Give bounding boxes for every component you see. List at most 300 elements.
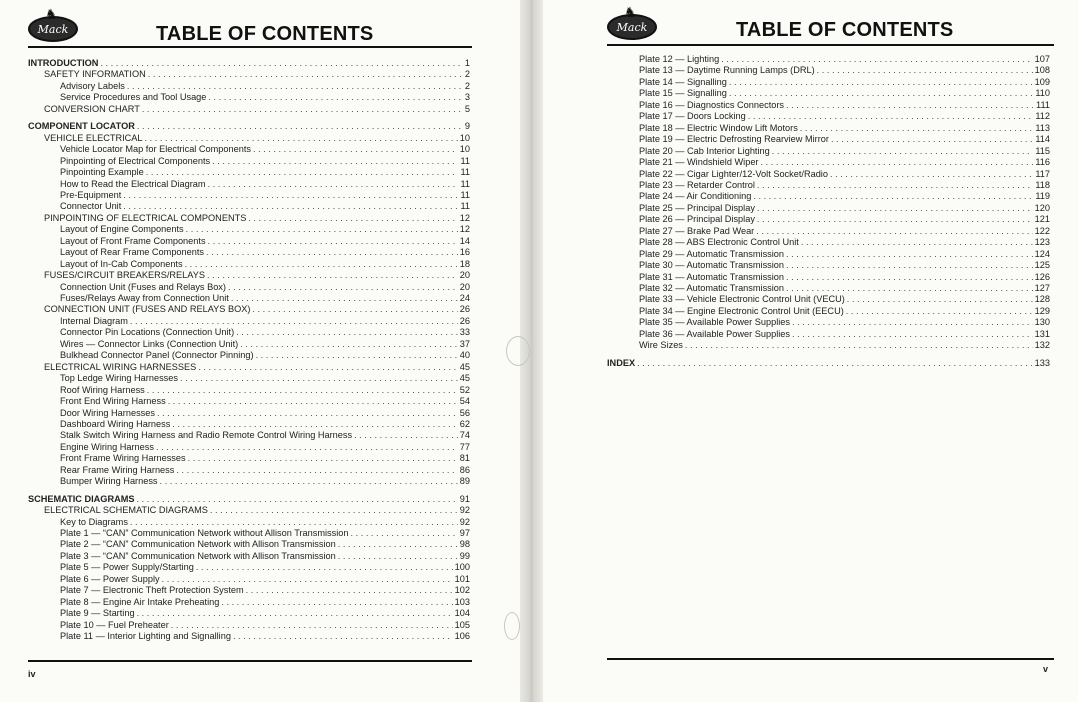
dot-leader xyxy=(208,236,458,247)
dot-leader xyxy=(786,260,1033,271)
toc-entry[interactable] xyxy=(60,465,470,476)
toc-entry-page: 92 xyxy=(459,505,470,516)
dot-leader xyxy=(351,528,458,539)
toc-entry-title: Key to Diagrams xyxy=(60,516,128,527)
toc-entry-page: 117 xyxy=(1035,168,1050,179)
toc-entry-page: 116 xyxy=(1035,157,1050,168)
toc-entry[interactable] xyxy=(639,317,1050,328)
toc-entry-page: 112 xyxy=(1035,111,1050,122)
toc-entry-title: Plate 33 — Vehicle Electronic Control Unit (VECU) xyxy=(639,294,845,305)
toc-entry-title: INTRODUCTION xyxy=(28,58,99,68)
dot-leader xyxy=(221,597,452,608)
dot-leader xyxy=(168,396,458,407)
toc-entry-title: Pinpointing Example xyxy=(60,167,144,178)
dot-leader xyxy=(147,385,458,396)
toc-entry-page: 115 xyxy=(1035,145,1050,156)
toc-entry-title: Plate 12 — Lighting xyxy=(639,54,720,64)
bulldog-icon: ♞ xyxy=(624,4,637,20)
dot-leader xyxy=(130,316,458,327)
toc-entry[interactable] xyxy=(60,190,470,201)
toc-entry-title: PINPOINTING OF ELECTRICAL COMPONENTS xyxy=(44,212,247,223)
toc-entry-page: 74 xyxy=(459,430,470,441)
toc-entry-page: 14 xyxy=(459,235,470,246)
toc-entry-title: Plate 5 — Power Supply/Starting xyxy=(60,562,194,573)
toc-entry-page: 81 xyxy=(459,453,470,464)
toc-entry-page: 77 xyxy=(459,441,470,452)
toc-entry-page: 10 xyxy=(459,132,470,143)
dot-leader xyxy=(757,203,1033,214)
toc-entry-title: Plate 11 — Interior Lighting and Signalling xyxy=(60,631,231,642)
toc-entry[interactable] xyxy=(639,134,1050,145)
toc-entry[interactable] xyxy=(44,505,470,516)
toc-entry[interactable] xyxy=(60,247,470,258)
bulldog-icon: ♞ xyxy=(45,6,58,22)
dot-leader xyxy=(228,282,458,293)
toc-entry-title: Plate 13 — Daytime Running Lamps (DRL) xyxy=(639,65,815,76)
toc-entry-title: Plate 19 — Electric Defrosting Rearview Mirror xyxy=(639,134,829,145)
toc-entry-page: 97 xyxy=(459,528,470,538)
dot-leader xyxy=(721,54,1032,65)
toc-entry[interactable] xyxy=(60,293,470,304)
toc-entry-page: 26 xyxy=(459,304,470,315)
dot-leader xyxy=(148,69,463,80)
toc-entry[interactable] xyxy=(44,69,470,80)
toc-entry[interactable] xyxy=(639,340,1050,351)
toc-entry-page: 20 xyxy=(459,270,470,281)
toc-entry-title: FUSES/CIRCUIT BREAKERS/RELAYS xyxy=(44,270,205,281)
dot-leader xyxy=(756,226,1032,237)
toc-entry[interactable] xyxy=(60,539,470,550)
toc-entry-title: SCHEMATIC DIAGRAMS xyxy=(28,493,135,504)
toc-entry-page: 104 xyxy=(454,608,470,619)
toc-entry-page: 119 xyxy=(1035,191,1050,202)
toc-entry[interactable] xyxy=(639,306,1050,317)
footer-rule xyxy=(607,658,1054,660)
toc-entry-page: 45 xyxy=(459,373,470,384)
toc-entry-page: 121 xyxy=(1034,214,1050,225)
toc-entry[interactable] xyxy=(639,123,1050,134)
toc-entry-title: CONNECTION UNIT (FUSES AND RELAYS BOX) xyxy=(44,304,251,315)
header-rule xyxy=(28,46,472,48)
toc-entry[interactable] xyxy=(44,270,470,281)
toc-entry-page: 11 xyxy=(460,167,470,178)
toc-entry-page: 91 xyxy=(459,493,470,504)
toc-entry[interactable] xyxy=(60,236,470,247)
dot-leader xyxy=(800,123,1034,134)
toc-entry-page: 101 xyxy=(454,573,470,584)
binder-hole xyxy=(506,336,530,366)
toc-entry-page: 128 xyxy=(1034,294,1050,305)
dot-leader xyxy=(145,133,458,144)
page-number: iv xyxy=(28,669,36,679)
toc-entry-title: Plate 6 — Power Supply xyxy=(60,573,160,584)
toc-entry-page: 100 xyxy=(454,562,470,573)
toc-entry-title: INDEX xyxy=(607,357,636,368)
toc-entry-title: Plate 7 — Electronic Theft Protection System xyxy=(60,585,244,596)
toc-entry-title: Bumper Wiring Harness xyxy=(60,476,158,487)
toc-entry[interactable] xyxy=(60,350,470,361)
toc-entry-page: 98 xyxy=(459,539,470,550)
dot-leader xyxy=(757,180,1033,191)
toc-entry-title: Plate 8 — Engine Air Intake Preheating xyxy=(60,596,220,607)
toc-entry-page: 108 xyxy=(1034,65,1050,76)
mack-logo: ♞ Mack xyxy=(28,8,80,44)
toc-entry-title: Plate 18 — Electric Window Lift Motors xyxy=(639,122,798,133)
toc-entry-page: 99 xyxy=(459,550,470,561)
dot-leader xyxy=(246,585,453,596)
toc-entry-title: Plate 1 — “CAN” Communication Network without Allison Transmission xyxy=(60,528,349,538)
toc-entry[interactable] xyxy=(60,81,470,92)
toc-entry-title: Dashboard Wiring Harness xyxy=(60,418,171,429)
dot-leader xyxy=(792,317,1033,328)
toc-entry[interactable] xyxy=(639,111,1050,122)
toc-entry-title: Plate 17 — Doors Locking xyxy=(639,111,746,122)
toc-entry-page: 26 xyxy=(459,315,470,326)
dot-leader xyxy=(123,190,458,201)
toc-entry-title: Engine Wiring Harness xyxy=(60,441,154,452)
dot-leader xyxy=(176,465,457,476)
left-page xyxy=(0,0,520,702)
toc-entry[interactable] xyxy=(639,100,1050,111)
toc-entry[interactable] xyxy=(60,408,470,419)
toc-entry-page: 11 xyxy=(460,189,470,200)
dot-leader xyxy=(123,201,458,212)
toc-entry[interactable] xyxy=(28,58,470,69)
toc-entry[interactable] xyxy=(60,316,470,327)
toc-entry-title: ELECTRICAL WIRING HARNESSES xyxy=(44,361,197,372)
dot-leader xyxy=(180,373,458,384)
dot-leader xyxy=(817,65,1033,76)
toc-entry-title: CONVERSION CHART xyxy=(44,103,140,114)
toc-entry-page: 1 xyxy=(464,58,470,68)
toc-entry[interactable] xyxy=(60,419,470,430)
toc-entry-page: 12 xyxy=(459,224,470,235)
toc-entry[interactable] xyxy=(60,597,470,608)
toc-entry[interactable] xyxy=(60,551,470,562)
toc-entry-title: Rear Frame Wiring Harness xyxy=(60,464,175,475)
dot-leader xyxy=(137,608,453,619)
toc-entry[interactable] xyxy=(44,104,470,115)
toc-entry[interactable] xyxy=(639,294,1050,305)
toc-entry-page: 16 xyxy=(459,247,470,258)
toc-entry-page: 5 xyxy=(464,103,470,114)
toc-entry-page: 2 xyxy=(464,80,470,91)
dot-leader xyxy=(801,237,1033,248)
dot-leader xyxy=(188,453,458,464)
toc-entry[interactable] xyxy=(60,224,470,235)
dot-leader xyxy=(338,551,458,562)
dot-leader xyxy=(100,58,462,69)
toc-entry[interactable] xyxy=(60,476,470,487)
toc-entry[interactable] xyxy=(639,157,1050,168)
toc-entry-title: Internal Diagram xyxy=(60,315,128,326)
toc-entry-title: Layout of Rear Frame Components xyxy=(60,247,205,258)
dot-leader xyxy=(185,259,458,270)
toc-entry-page: 33 xyxy=(459,327,470,338)
toc-entry[interactable] xyxy=(60,167,470,178)
toc-entry-title: Plate 22 — Cigar Lighter/12-Volt Socket/Radio xyxy=(639,168,828,179)
dot-leader xyxy=(729,88,1033,99)
toc-entry-page: 130 xyxy=(1034,317,1050,328)
toc-entry[interactable] xyxy=(60,453,470,464)
toc-entry-title: Pinpointing of Electrical Components xyxy=(60,155,211,166)
toc-entry-page: 3 xyxy=(464,92,470,103)
toc-entry-page: 105 xyxy=(454,619,470,630)
toc-entry[interactable] xyxy=(60,562,470,573)
dot-leader xyxy=(253,144,458,155)
toc-entry[interactable] xyxy=(60,620,470,631)
toc-entry-page: 45 xyxy=(459,361,470,372)
toc-entry-title: ELECTRICAL SCHEMATIC DIAGRAMS xyxy=(44,505,208,516)
toc-entry-title: Connector Pin Locations (Connection Unit) xyxy=(60,327,235,338)
toc-entry-page: 40 xyxy=(459,350,470,361)
toc-entry[interactable] xyxy=(639,180,1050,191)
toc-entry-title: Plate 3 — “CAN” Communication Network with Allison Transmission xyxy=(60,550,336,561)
toc-entry[interactable] xyxy=(44,362,470,373)
toc-entry-page: 24 xyxy=(459,293,470,303)
toc-entry-page: 9 xyxy=(464,121,470,132)
toc-entry-title: Plate 14 — Signalling xyxy=(639,76,727,87)
toc-entry[interactable] xyxy=(639,146,1050,157)
dot-leader xyxy=(240,339,458,350)
toc-entry[interactable] xyxy=(60,631,470,642)
header-rule xyxy=(607,44,1054,46)
toc-entry[interactable] xyxy=(60,327,470,338)
toc-entry[interactable] xyxy=(607,358,1050,369)
dot-leader xyxy=(137,121,463,132)
dot-leader xyxy=(196,562,453,573)
toc-entry-title: Vehicle Locator Map for Electrical Components xyxy=(60,144,251,155)
toc-entry-title: Pre-Equipment xyxy=(60,189,122,200)
toc-entry-page: 89 xyxy=(459,476,470,487)
toc-entry[interactable] xyxy=(60,282,470,293)
mack-logo: ♞ Mack xyxy=(607,6,659,42)
toc-entry-title: Door Wiring Harnesses xyxy=(60,407,155,418)
toc-entry-title: Wire Sizes xyxy=(639,340,683,351)
toc-entry-title: Plate 30 — Automatic Transmission xyxy=(639,260,785,271)
toc-entry-title: Plate 27 — Brake Pad Wear xyxy=(639,225,755,236)
dot-leader xyxy=(252,304,457,315)
toc-entry-title: Plate 35 — Available Power Supplies xyxy=(639,317,791,328)
toc-entry-page: 125 xyxy=(1034,260,1050,271)
toc-entry-title: Advisory Labels xyxy=(60,80,125,91)
toc-entry-page: 10 xyxy=(459,144,470,155)
toc-entry[interactable] xyxy=(639,77,1050,88)
right-page xyxy=(543,0,1078,702)
dot-leader xyxy=(146,167,459,178)
dot-leader xyxy=(256,350,458,361)
toc-entry[interactable] xyxy=(639,329,1050,340)
toc-entry-page: 118 xyxy=(1035,179,1050,190)
toc-entry[interactable] xyxy=(60,201,470,212)
dot-leader xyxy=(786,283,1033,294)
dot-leader xyxy=(157,408,458,419)
toc-entry-page: 92 xyxy=(459,516,470,527)
toc-entry-title: COMPONENT LOCATOR xyxy=(28,121,135,132)
toc-entry-title: Plate 31 — Automatic Transmission xyxy=(639,271,785,282)
toc-entry[interactable] xyxy=(60,259,470,270)
toc-entry-page: 86 xyxy=(459,464,470,475)
dot-leader xyxy=(171,620,453,631)
toc-entry-title: Plate 2 — “CAN” Communication Network with Allison Transmission xyxy=(60,539,336,550)
toc-entry-page: 122 xyxy=(1034,225,1050,236)
dot-leader xyxy=(338,539,458,550)
toc-entry-page: 124 xyxy=(1034,248,1050,259)
dot-leader xyxy=(637,358,1033,369)
toc-entry[interactable] xyxy=(60,339,470,350)
toc-entry[interactable] xyxy=(44,213,470,224)
toc-entry-title: Plate 16 — Diagnostics Connectors xyxy=(639,99,785,110)
toc-entry-page: 109 xyxy=(1034,76,1050,87)
dot-leader xyxy=(354,430,458,441)
toc-entry[interactable] xyxy=(639,249,1050,260)
toc-entry[interactable] xyxy=(60,585,470,596)
page-number: v xyxy=(1043,664,1049,674)
toc-entry-title: Plate 29 — Automatic Transmission xyxy=(639,248,785,259)
dot-leader xyxy=(792,329,1033,340)
toc-entry[interactable] xyxy=(60,373,470,384)
toc-entry[interactable] xyxy=(60,156,470,167)
toc-entry-title: Fuses/Relays Away from Connection Unit xyxy=(60,293,229,303)
toc-entry[interactable] xyxy=(60,517,470,528)
dot-leader xyxy=(156,442,458,453)
dot-leader xyxy=(208,92,462,103)
toc-entry-page: 131 xyxy=(1034,328,1050,339)
toc-entry[interactable] xyxy=(60,179,470,190)
toc-entry[interactable] xyxy=(639,283,1050,294)
toc-entry[interactable] xyxy=(60,574,470,585)
toc-entry-title: Front End Wiring Harness xyxy=(60,396,166,407)
toc-entry-page: 11 xyxy=(460,178,470,189)
toc-entry-title: Plate 21 — Windshield Wiper xyxy=(639,157,759,168)
toc-entry-title: VEHICLE ELECTRICAL xyxy=(44,132,143,143)
dot-leader xyxy=(761,157,1034,168)
dot-leader xyxy=(210,505,458,516)
toc-entry[interactable] xyxy=(639,260,1050,271)
toc-entry-title: SAFETY INFORMATION xyxy=(44,69,146,80)
toc-entry[interactable] xyxy=(639,272,1050,283)
toc-entry-title: Bulkhead Connector Panel (Connector Pinning) xyxy=(60,350,254,361)
toc-entry[interactable] xyxy=(639,54,1050,65)
dot-leader xyxy=(236,327,458,338)
toc-entry[interactable] xyxy=(639,65,1050,76)
dot-leader xyxy=(831,134,1033,145)
toc-entry[interactable] xyxy=(639,237,1050,248)
toc-entry[interactable] xyxy=(60,430,470,441)
toc-entry-page: 106 xyxy=(454,631,470,642)
toc-entry[interactable] xyxy=(60,385,470,396)
page-title: TABLE OF CONTENTS xyxy=(156,23,374,45)
toc-entry[interactable] xyxy=(28,121,470,132)
toc-entry[interactable] xyxy=(60,144,470,155)
toc-entry-page: 12 xyxy=(459,212,470,223)
toc-entry[interactable] xyxy=(60,442,470,453)
toc-entry-page: 18 xyxy=(459,258,470,269)
toc-entry-title: Roof Wiring Harness xyxy=(60,384,145,395)
toc-entry[interactable] xyxy=(639,226,1050,237)
toc-entry[interactable] xyxy=(60,528,470,539)
toc-entry-page: 126 xyxy=(1034,271,1050,282)
toc-entry-page: 111 xyxy=(1036,99,1050,110)
toc-entry[interactable] xyxy=(60,608,470,619)
toc-entry-page: 56 xyxy=(459,407,470,418)
toc-entry-page: 11 xyxy=(460,155,470,166)
dot-leader xyxy=(757,214,1033,225)
toc-entry-title: Plate 28 — ABS Electronic Control Unit xyxy=(639,237,799,248)
dot-leader xyxy=(753,191,1033,202)
toc-entry-title: How to Read the Electrical Diagram xyxy=(60,178,206,189)
binder-hole xyxy=(504,612,520,640)
dot-leader xyxy=(685,340,1033,351)
dot-leader xyxy=(208,179,459,190)
toc-entry-title: Plate 36 — Available Power Supplies xyxy=(639,328,791,339)
toc-entry-title: Plate 23 — Retarder Control xyxy=(639,179,755,190)
toc-entry-title: Layout of Front Frame Components xyxy=(60,235,206,246)
toc-entry-page: 102 xyxy=(454,585,470,596)
dot-leader xyxy=(786,100,1034,111)
toc-entry[interactable] xyxy=(60,92,470,103)
toc-entry-title: Layout of In-Cab Components xyxy=(60,258,183,269)
toc-entry[interactable] xyxy=(28,494,470,505)
toc-entry[interactable] xyxy=(44,304,470,315)
toc-entry[interactable] xyxy=(639,169,1050,180)
toc-entry-title: Stalk Switch Wiring Harness and Radio Remote Control Wiring Harness xyxy=(60,430,353,441)
toc-entry-page: 52 xyxy=(459,384,470,395)
dot-leader xyxy=(130,517,458,528)
footer-rule xyxy=(28,660,472,662)
toc-entry[interactable] xyxy=(639,191,1050,202)
toc-entry-page: 103 xyxy=(454,596,470,607)
toc-entry-page: 11 xyxy=(460,201,470,212)
dot-leader xyxy=(160,476,458,487)
toc-entry-page: 123 xyxy=(1034,237,1050,248)
dot-leader xyxy=(847,294,1033,305)
toc-entry-title: Front Frame Wiring Harnesses xyxy=(60,453,186,464)
toc-entry-page: 62 xyxy=(459,418,470,429)
dot-leader xyxy=(207,270,458,281)
toc-entry-title: Top Ledge Wiring Harnesses xyxy=(60,373,178,384)
toc-entry-title: Plate 25 — Principal Display xyxy=(639,202,755,213)
toc-entry-title: Plate 15 — Signalling xyxy=(639,88,727,99)
dot-leader xyxy=(830,169,1033,180)
toc-entry-page: 2 xyxy=(464,69,470,80)
toc-entry-page: 132 xyxy=(1034,340,1050,351)
toc-entry-title: Plate 10 — Fuel Preheater xyxy=(60,619,169,630)
toc-entry-title: Plate 20 — Cab Interior Lighting xyxy=(639,145,770,156)
toc-entry-title: Layout of Engine Components xyxy=(60,224,184,235)
dot-leader xyxy=(137,494,458,505)
toc-entry-page: 113 xyxy=(1035,122,1050,133)
dot-leader xyxy=(127,81,463,92)
toc-entry[interactable] xyxy=(639,214,1050,225)
toc-entry[interactable] xyxy=(639,203,1050,214)
dot-leader xyxy=(786,249,1033,260)
toc-entry-title: Plate 32 — Automatic Transmission xyxy=(639,283,785,293)
toc-entry[interactable] xyxy=(44,133,470,144)
dot-leader xyxy=(748,111,1034,122)
toc-entry-page: 120 xyxy=(1034,202,1050,213)
toc-entry[interactable] xyxy=(60,396,470,407)
toc-entry[interactable] xyxy=(639,88,1050,99)
toc-entry-page: 127 xyxy=(1034,283,1050,293)
dot-leader xyxy=(772,146,1034,157)
page-title: TABLE OF CONTENTS xyxy=(736,19,954,41)
dot-leader xyxy=(248,213,457,224)
toc-entry-page: 114 xyxy=(1035,134,1050,145)
toc-entry-title: Plate 26 — Principal Display xyxy=(639,214,755,225)
dot-leader xyxy=(729,77,1033,88)
toc-entry-page: 107 xyxy=(1034,54,1050,64)
